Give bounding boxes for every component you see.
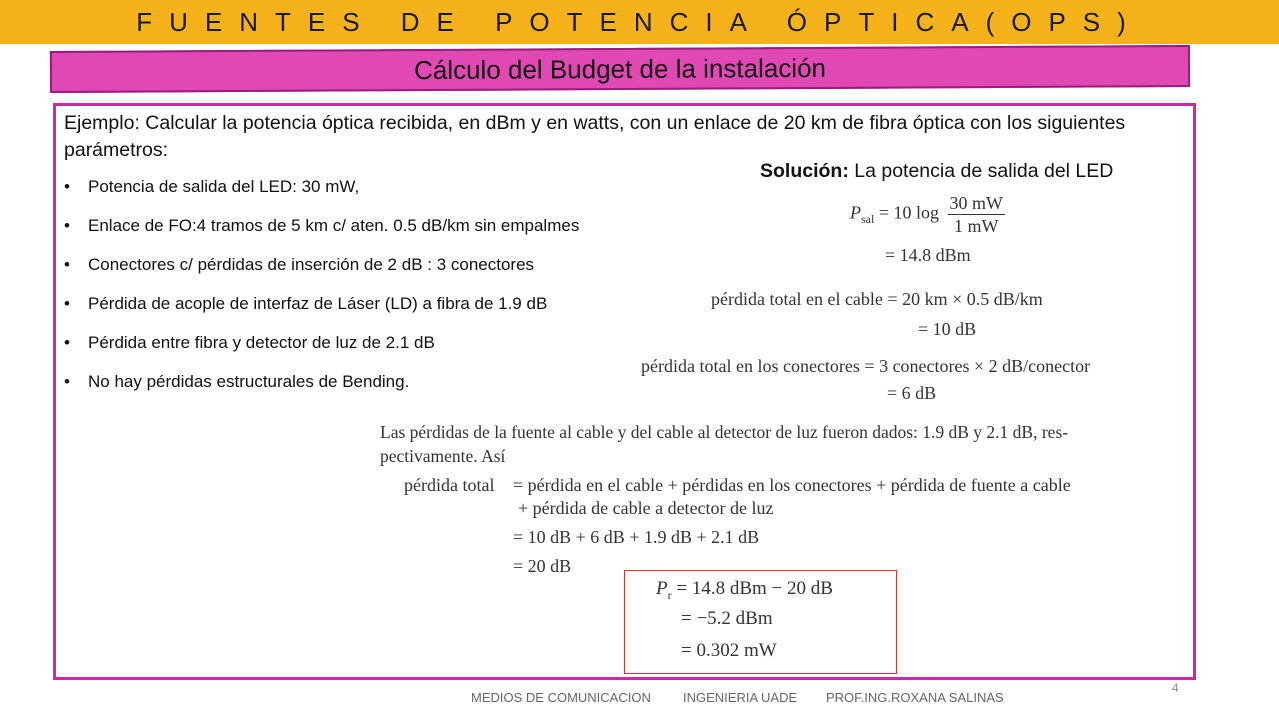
solution-label: Solución: xyxy=(760,160,849,182)
intro-text: Ejemplo: Calcular la potencia óptica recibida, en dBm y en watts, con un enlace de 20 km de fibra óptica con los siguientes parámetros: xyxy=(64,112,1126,161)
parameter-list xyxy=(64,175,684,409)
footer-institution: INGENIERIA UADE xyxy=(683,690,798,705)
cable-loss-result: = 10 dB xyxy=(918,319,977,339)
psal-equation xyxy=(850,192,1005,237)
total-loss-label: pérdida total xyxy=(404,475,495,495)
cable-loss-line: pérdida total en el cable = 20 km × 0.5 dB/km xyxy=(711,289,1043,309)
result-line1 xyxy=(656,578,833,603)
total-loss-line3: = 10 dB + 6 dB + 1.9 dB + 2.1 dB xyxy=(513,527,760,547)
list-item: • Potencia de salida del LED: 30 mW, xyxy=(64,175,684,214)
losses-paragraph-line2: pectivamente. Así xyxy=(380,446,506,466)
bullet-icon: • xyxy=(64,294,70,313)
bullet-icon: • xyxy=(64,216,70,235)
total-loss-line2: + pérdida de cable a detector de luz xyxy=(518,498,774,518)
result-line2: = −5.2 dBm xyxy=(681,608,773,629)
losses-paragraph-line1: Las pérdidas de la fuente al cable y del cable al detector de luz fueron dados: 1.9 dB y 2.1 dB, res- xyxy=(380,422,1069,442)
psal-fraction xyxy=(948,192,1006,237)
solution-text: La potencia de salida del LED xyxy=(848,160,1114,182)
bullet-icon: • xyxy=(64,333,70,352)
psal-symbol: P xyxy=(850,202,861,223)
result-eq1: = 14.8 dBm − 20 dB xyxy=(676,578,833,599)
solution-heading xyxy=(760,160,1113,183)
footer-professor: PROF.ING.ROXANA SALINAS xyxy=(826,690,1004,705)
page-number: 4 xyxy=(1172,681,1179,695)
subtitle-band xyxy=(50,45,1190,93)
total-loss-line4: = 20 dB xyxy=(513,556,572,576)
connector-loss-result: = 6 dB xyxy=(887,383,937,403)
psal-denominator: 1 mW xyxy=(954,216,999,236)
slide-subtitle: Cálculo del Budget de la instalación xyxy=(413,52,827,85)
list-item: • Enlace de FO:4 tramos de 5 km c/ aten. 0.5 dB/km sin empalmes xyxy=(64,214,684,253)
slide-title: FUENTES DE POTENCIA ÓPTICA(OPS) xyxy=(136,6,1143,37)
psal-eq: = 10 log xyxy=(878,202,939,223)
connector-loss-line: pérdida total en los conectores = 3 conectores × 2 dB/conector xyxy=(641,356,1091,376)
psal-numerator: 30 mW xyxy=(949,193,1003,213)
footer-course: MEDIOS DE COMUNICACION xyxy=(471,690,651,705)
bullet-icon: • xyxy=(64,177,70,196)
psal-subscript: sal xyxy=(861,212,875,227)
bullet-icon: • xyxy=(64,255,70,274)
result-line3: = 0.302 mW xyxy=(681,640,777,661)
bullet-icon: • xyxy=(64,372,70,391)
list-item: • Pérdida entre fibra y detector de luz de 2.1 dB xyxy=(64,331,684,370)
psal-result: = 14.8 dBm xyxy=(885,245,971,265)
pr-symbol: P xyxy=(656,578,668,599)
list-item: • Pérdida de acople de interfaz de Láser (LD) a fibra de 1.9 dB xyxy=(64,292,684,331)
list-item: • Conectores c/ pérdidas de inserción de 2 dB : 3 conectores xyxy=(64,253,684,292)
total-loss-line1: = pérdida en el cable + pérdidas en los conectores + pérdida de fuente a cable xyxy=(513,475,1071,495)
list-item: • No hay pérdidas estructurales de Bending. xyxy=(64,370,684,409)
pr-subscript: r xyxy=(667,587,672,602)
header-band xyxy=(0,0,1279,44)
